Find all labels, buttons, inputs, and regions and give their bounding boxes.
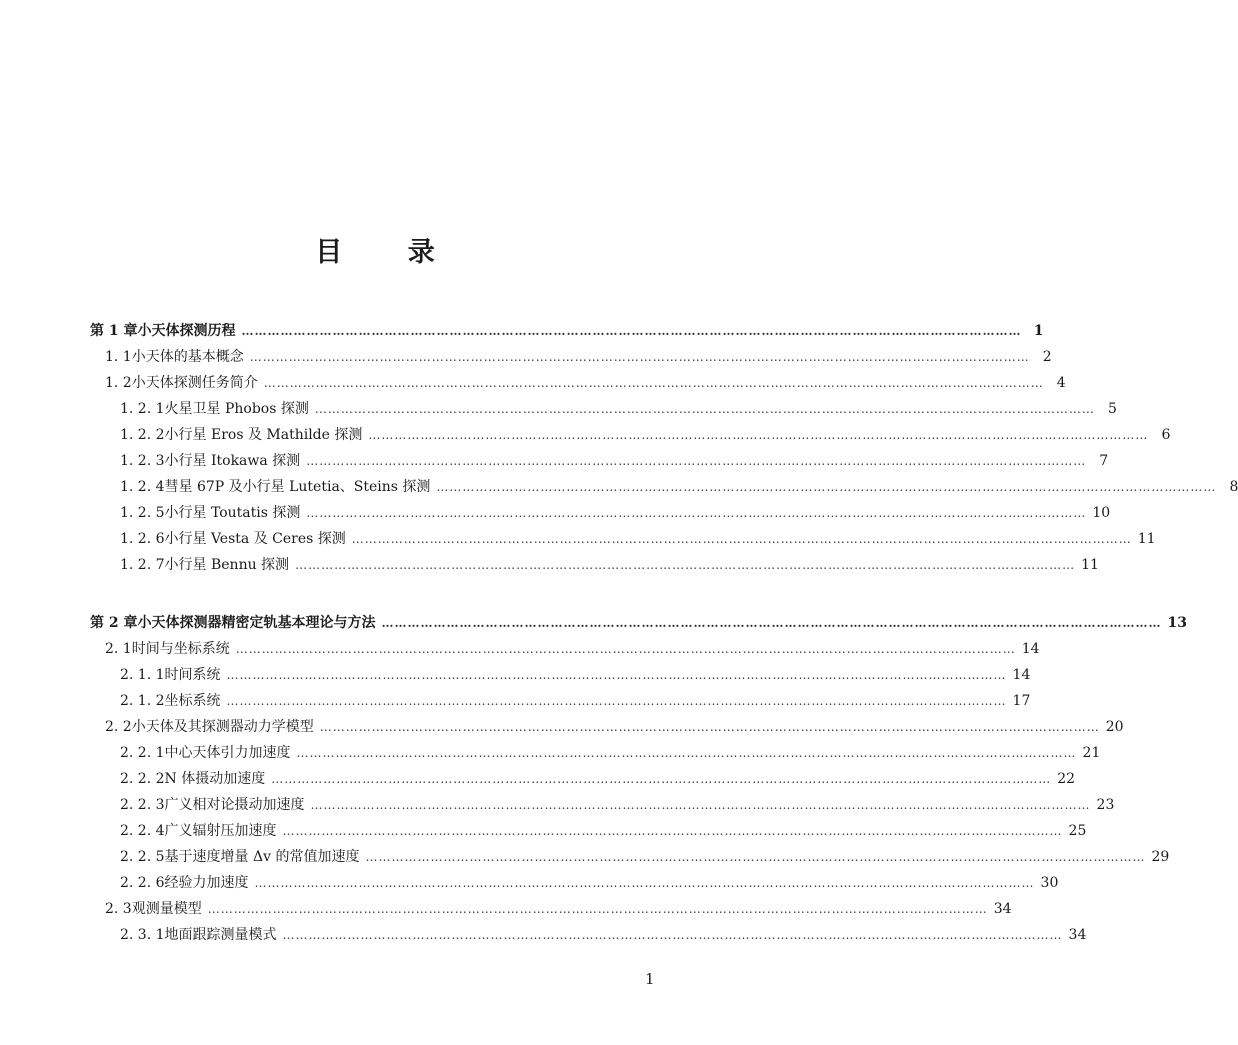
toc-page: 30 <box>1040 875 1059 891</box>
toc-entry-chapter-1[interactable] <box>90 320 1044 346</box>
toc-number: 2. 2. 2 <box>120 771 165 787</box>
toc-title: 小行星 Itokawa 探测 <box>164 453 301 469</box>
toc-leader-dots: ……………………………………………………………………………………………………………………………………………………………… <box>235 642 1016 656</box>
toc-entry-subsection[interactable] <box>120 450 1109 476</box>
toc-number: 2. 1. 1 <box>120 667 165 683</box>
toc-title: 火星卫星 Phobos 探测 <box>164 401 309 417</box>
toc-entry-subsection[interactable] <box>120 794 1115 820</box>
toc-page: 23 <box>1096 797 1115 813</box>
toc-entry-subsection[interactable] <box>120 424 1171 450</box>
page-number: 1 <box>645 970 655 988</box>
toc-title: 中心天体引力加速度 <box>164 745 291 761</box>
toc-leader-dots: ……………………………………………………………………………………………………………………………………………………………… <box>263 376 1044 390</box>
toc-entry-subsection[interactable] <box>120 528 1156 554</box>
toc-entry-section[interactable] <box>105 372 1066 398</box>
toc-leader-dots: ……………………………………………………………………………………………………………………………………………………………… <box>365 850 1146 864</box>
toc-number: 1. 2 <box>105 375 132 391</box>
toc-number: 2. 2. 5 <box>120 849 165 865</box>
toc-page: 11 <box>1081 557 1099 573</box>
toc-entry-subsection[interactable] <box>120 768 1076 794</box>
toc-page: 14 <box>1012 667 1031 683</box>
toc-title: 地面跟踪测量模式 <box>164 927 277 943</box>
toc-title: 小天体及其探测器动力学模型 <box>131 719 314 735</box>
toc-leader-dots: ……………………………………………………………………………………………………………………………………………………………… <box>296 746 1077 760</box>
toc-page: 17 <box>1012 693 1031 709</box>
toc-leader-dots: ……………………………………………………………………………………………………………………………………………………………… <box>282 824 1063 838</box>
toc-entry-subsection[interactable] <box>120 664 1031 690</box>
toc-leader-dots: ……………………………………………………………………………………………………………………………………………………………… <box>319 720 1100 734</box>
toc-number: 1. 2. 1 <box>120 401 165 417</box>
toc-leader-dots: ……………………………………………………………………………………………………………………………………………………………… <box>306 506 1087 520</box>
toc-page: 2 <box>1042 349 1052 365</box>
toc-title: 广义辐射压加速度 <box>164 823 277 839</box>
toc-title: 小行星 Eros 及 Mathilde 探测 <box>164 427 363 443</box>
toc-page: 13 <box>1167 615 1187 631</box>
toc-page: 21 <box>1082 745 1101 761</box>
toc-leader-dots: ……………………………………………………………………………………………………………………………………………………………… <box>351 532 1132 546</box>
toc-entry-section[interactable] <box>105 898 1012 924</box>
toc-number: 2. 2 <box>105 719 132 735</box>
toc-leader-dots: ……………………………………………………………………………………………………………………………………………………………… <box>314 402 1095 416</box>
toc-title: 时间系统 <box>164 667 221 683</box>
toc-entry-section[interactable] <box>105 716 1124 742</box>
toc-number: 1. 2. 5 <box>120 505 165 521</box>
toc-page: 22 <box>1057 771 1076 787</box>
toc-page: 20 <box>1105 719 1124 735</box>
toc-number: 2. 2. 3 <box>120 797 165 813</box>
toc-leader-dots: ……………………………………………………………………………………………………………………………………………………………… <box>249 350 1030 364</box>
toc-entry-section[interactable] <box>105 638 1040 664</box>
toc-entry-subsection[interactable] <box>120 742 1101 768</box>
toc-page: 34 <box>1068 927 1087 943</box>
toc-leader-dots: ……………………………………………………………………………………………………………………………………………………………… <box>368 428 1149 442</box>
toc-title: 广义相对论摄动加速度 <box>164 797 305 813</box>
toc-entry-subsection[interactable] <box>120 924 1087 950</box>
toc-title: 观测量模型 <box>131 901 202 917</box>
toc-page: 25 <box>1068 823 1087 839</box>
toc-leader-dots: ……………………………………………………………………………………………………………………………………………………………… <box>310 798 1091 812</box>
toc-number: 第 2 章 <box>90 615 138 631</box>
toc-title: 小天体的基本概念 <box>131 349 244 365</box>
toc-page: 1 <box>1033 323 1044 339</box>
toc-leader-dots: ……………………………………………………………………………………………………………………………………………………………… <box>226 694 1007 708</box>
toc-title: N 体摄动加速度 <box>164 771 266 787</box>
toc-entry-subsection[interactable] <box>120 476 1238 502</box>
toc-title: 经验力加速度 <box>164 875 249 891</box>
toc-title: 彗星 67P 及小行星 Lutetia、Steins 探测 <box>164 479 431 495</box>
toc-page: 34 <box>993 901 1012 917</box>
toc-leader-dots: ……………………………………………………………………………………………………………………………………………………………… <box>306 454 1087 468</box>
toc-page: 5 <box>1107 401 1117 417</box>
toc-number: 2. 1. 2 <box>120 693 165 709</box>
toc-number: 2. 1 <box>105 641 132 657</box>
toc-number: 2. 2. 1 <box>120 745 165 761</box>
toc-number: 2. 3. 1 <box>120 927 165 943</box>
toc-page: 10 <box>1092 505 1111 521</box>
toc-entry-section[interactable] <box>105 346 1052 372</box>
toc-title: 小天体探测任务简介 <box>131 375 258 391</box>
toc-number: 1. 2. 4 <box>120 479 165 495</box>
toc-leader-dots: ……………………………………………………………………………………………………………………………………………………………… <box>436 480 1217 494</box>
toc-leader-dots: ……………………………………………………………………………………………………………………………………………………………… <box>226 668 1007 682</box>
toc-entry-subsection[interactable] <box>120 554 1099 580</box>
toc-number: 1. 1 <box>105 349 132 365</box>
toc-entry-subsection[interactable] <box>120 872 1059 898</box>
toc-number: 1. 2. 3 <box>120 453 165 469</box>
toc-leader-dots: ……………………………………………………………………………………………………………………………………………………………… <box>282 928 1063 942</box>
toc-title: 小天体探测历程 <box>137 323 236 339</box>
toc-page: 7 <box>1099 453 1109 469</box>
toc-title: 时间与坐标系统 <box>131 641 230 657</box>
toc-number: 第 1 章 <box>90 323 138 339</box>
toc-leader-dots: ……………………………………………………………………………………………………………………………………………………………… <box>254 876 1035 890</box>
toc-entry-subsection[interactable] <box>120 820 1087 846</box>
toc-title: 基于速度增量 Δv 的常值加速度 <box>164 849 360 865</box>
toc-leader-dots: ……………………………………………………………………………………………………………………………………………………………… <box>207 902 988 916</box>
toc-leader-dots: ……………………………………………………………………………………………………………………………………………………………… <box>381 616 1162 630</box>
toc-title: 小天体探测器精密定轨基本理论与方法 <box>137 615 376 631</box>
toc-number: 2. 3 <box>105 901 132 917</box>
toc-entry-subsection[interactable] <box>120 398 1117 424</box>
toc-page: 14 <box>1021 641 1040 657</box>
page-title: 目 录 <box>315 237 463 268</box>
toc-entry-subsection[interactable] <box>120 502 1111 528</box>
toc-number: 1. 2. 7 <box>120 557 165 573</box>
toc-title: 小行星 Toutatis 探测 <box>164 505 301 521</box>
toc-number: 1. 2. 2 <box>120 427 165 443</box>
toc-title: 小行星 Vesta 及 Ceres 探测 <box>164 531 346 547</box>
toc-number: 1. 2. 6 <box>120 531 165 547</box>
toc-entry-subsection[interactable] <box>120 846 1170 872</box>
toc-number: 2. 2. 4 <box>120 823 165 839</box>
toc-leader-dots: ……………………………………………………………………………………………………………………………………………………………… <box>271 772 1052 786</box>
toc-page: 11 <box>1137 531 1156 547</box>
toc-leader-dots: ……………………………………………………………………………………………………………………………………………………………… <box>241 324 1022 338</box>
toc-page: 6 <box>1161 427 1171 443</box>
toc-title: 坐标系统 <box>164 693 221 709</box>
toc-title: 小行星 Bennu 探测 <box>164 557 290 573</box>
toc-page: 29 <box>1151 849 1170 865</box>
toc-entry-chapter-2[interactable] <box>90 612 1187 638</box>
toc-entry-subsection[interactable] <box>120 690 1031 716</box>
toc-leader-dots: ……………………………………………………………………………………………………………………………………………………………… <box>295 558 1076 572</box>
toc-number: 2. 2. 6 <box>120 875 165 891</box>
toc-page: 8 <box>1229 479 1238 495</box>
toc-page: 4 <box>1056 375 1066 391</box>
